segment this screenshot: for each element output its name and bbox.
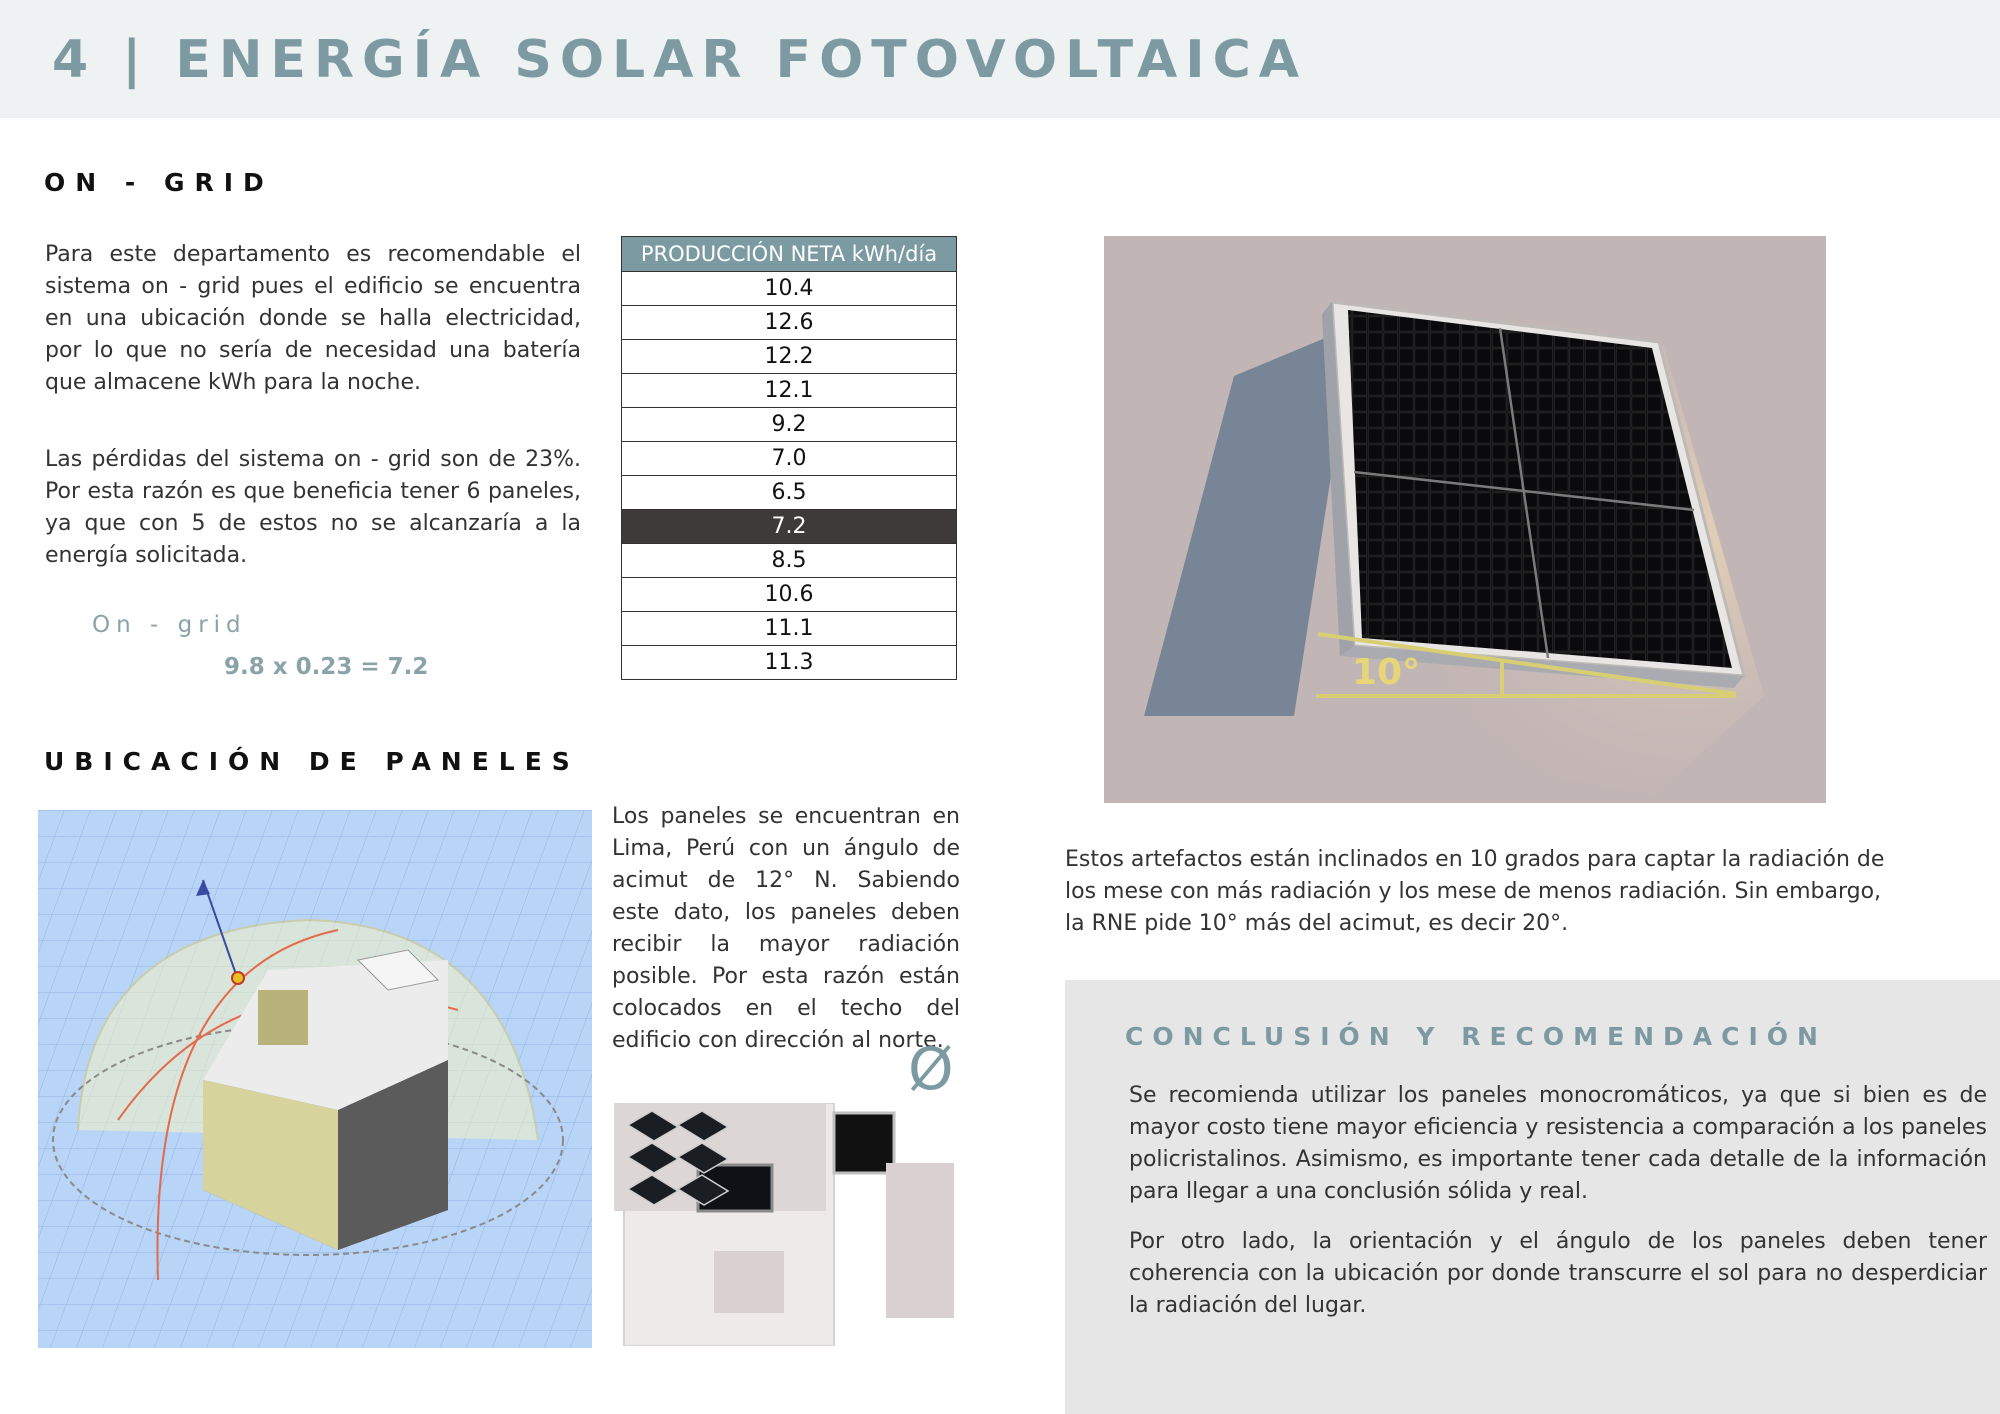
page-title: 4 | ENERGÍA SOLAR FOTOVOLTAICA (52, 30, 1308, 90)
solar-panel-image (1104, 236, 1826, 803)
on-grid-heading: ON - GRID (44, 168, 274, 197)
table-row: 11.1 (622, 612, 957, 646)
on-grid-paragraph-1: Para este departamento es recomendable el sistema on - grid pues el edificio se encuentra en una ubicación donde se halla electricidad, por lo que no sería de necesidad una batería que almacene kWh para la noche. (45, 242, 581, 395)
sun-path-diagram (38, 810, 592, 1348)
table-row: 12.2 (622, 340, 957, 374)
north-symbol: Ø (908, 1035, 954, 1103)
formula: 9.8 x 0.23 = 7.2 (224, 654, 429, 680)
conclusion-paragraph-1: Se recomienda utilizar los paneles monocromáticos, ya que si bien es de mayor costo tiene mayor eficiencia y resistencia a comparación a los paneles policristalinos. Asimismo, es importante tener cada detalle de la información para llegar a una conclusión sólida y real. (1129, 1083, 1987, 1204)
table-row: 7.0 (622, 442, 957, 476)
panel-caption: Estos artefactos están inclinados en 10 grados para captar la radiación de los mese con más radiación y los mese de menos radiación. Sin embargo, la RNE pide 10° más del acimut, es decir 20°. (1065, 847, 1885, 936)
table-row-highlighted: 7.2 (622, 510, 957, 544)
roof-plan-image (614, 1103, 954, 1346)
table-row: 12.1 (622, 374, 957, 408)
production-table (621, 236, 957, 680)
conclusion-box (1065, 980, 2000, 1414)
table-row: 10.6 (622, 578, 957, 612)
table-row: 11.3 (622, 646, 957, 680)
angle-label: 10° (1352, 652, 1421, 693)
table-header: PRODUCCIÓN NETA kWh/día (622, 237, 957, 272)
formula-label: On - grid (92, 612, 247, 638)
ubicacion-paragraph: Los paneles se encuentran en Lima, Perú con un ángulo de acimut de 12° N. Sabiendo este dato, los paneles deben recibir la mayor radiación posible. Por esta razón están colocados en el techo del edificio con dirección al norte. (612, 804, 960, 1053)
on-grid-paragraph-2: Las pérdidas del sistema on - grid son de 23%. Por esta razón es que beneficia tener 6 paneles, ya que con 5 de estos no se alcanzaría a la energía solicitada. (45, 447, 581, 568)
page-header (0, 0, 2000, 118)
table-row: 12.6 (622, 306, 957, 340)
table-row: 10.4 (622, 272, 957, 306)
ubicacion-heading: UBICACIÓN DE PANELES (44, 747, 580, 776)
table-row: 8.5 (622, 544, 957, 578)
conclusion-heading: CONCLUSIÓN Y RECOMENDACIÓN (1125, 1022, 1827, 1051)
table-row: 6.5 (622, 476, 957, 510)
conclusion-paragraph-2: Por otro lado, la orientación y el ángulo de los paneles deben tener coherencia con la ubicación por donde transcurre el sol para no desperdiciar la radiación del lugar. (1129, 1229, 1987, 1318)
table-row: 9.2 (622, 408, 957, 442)
